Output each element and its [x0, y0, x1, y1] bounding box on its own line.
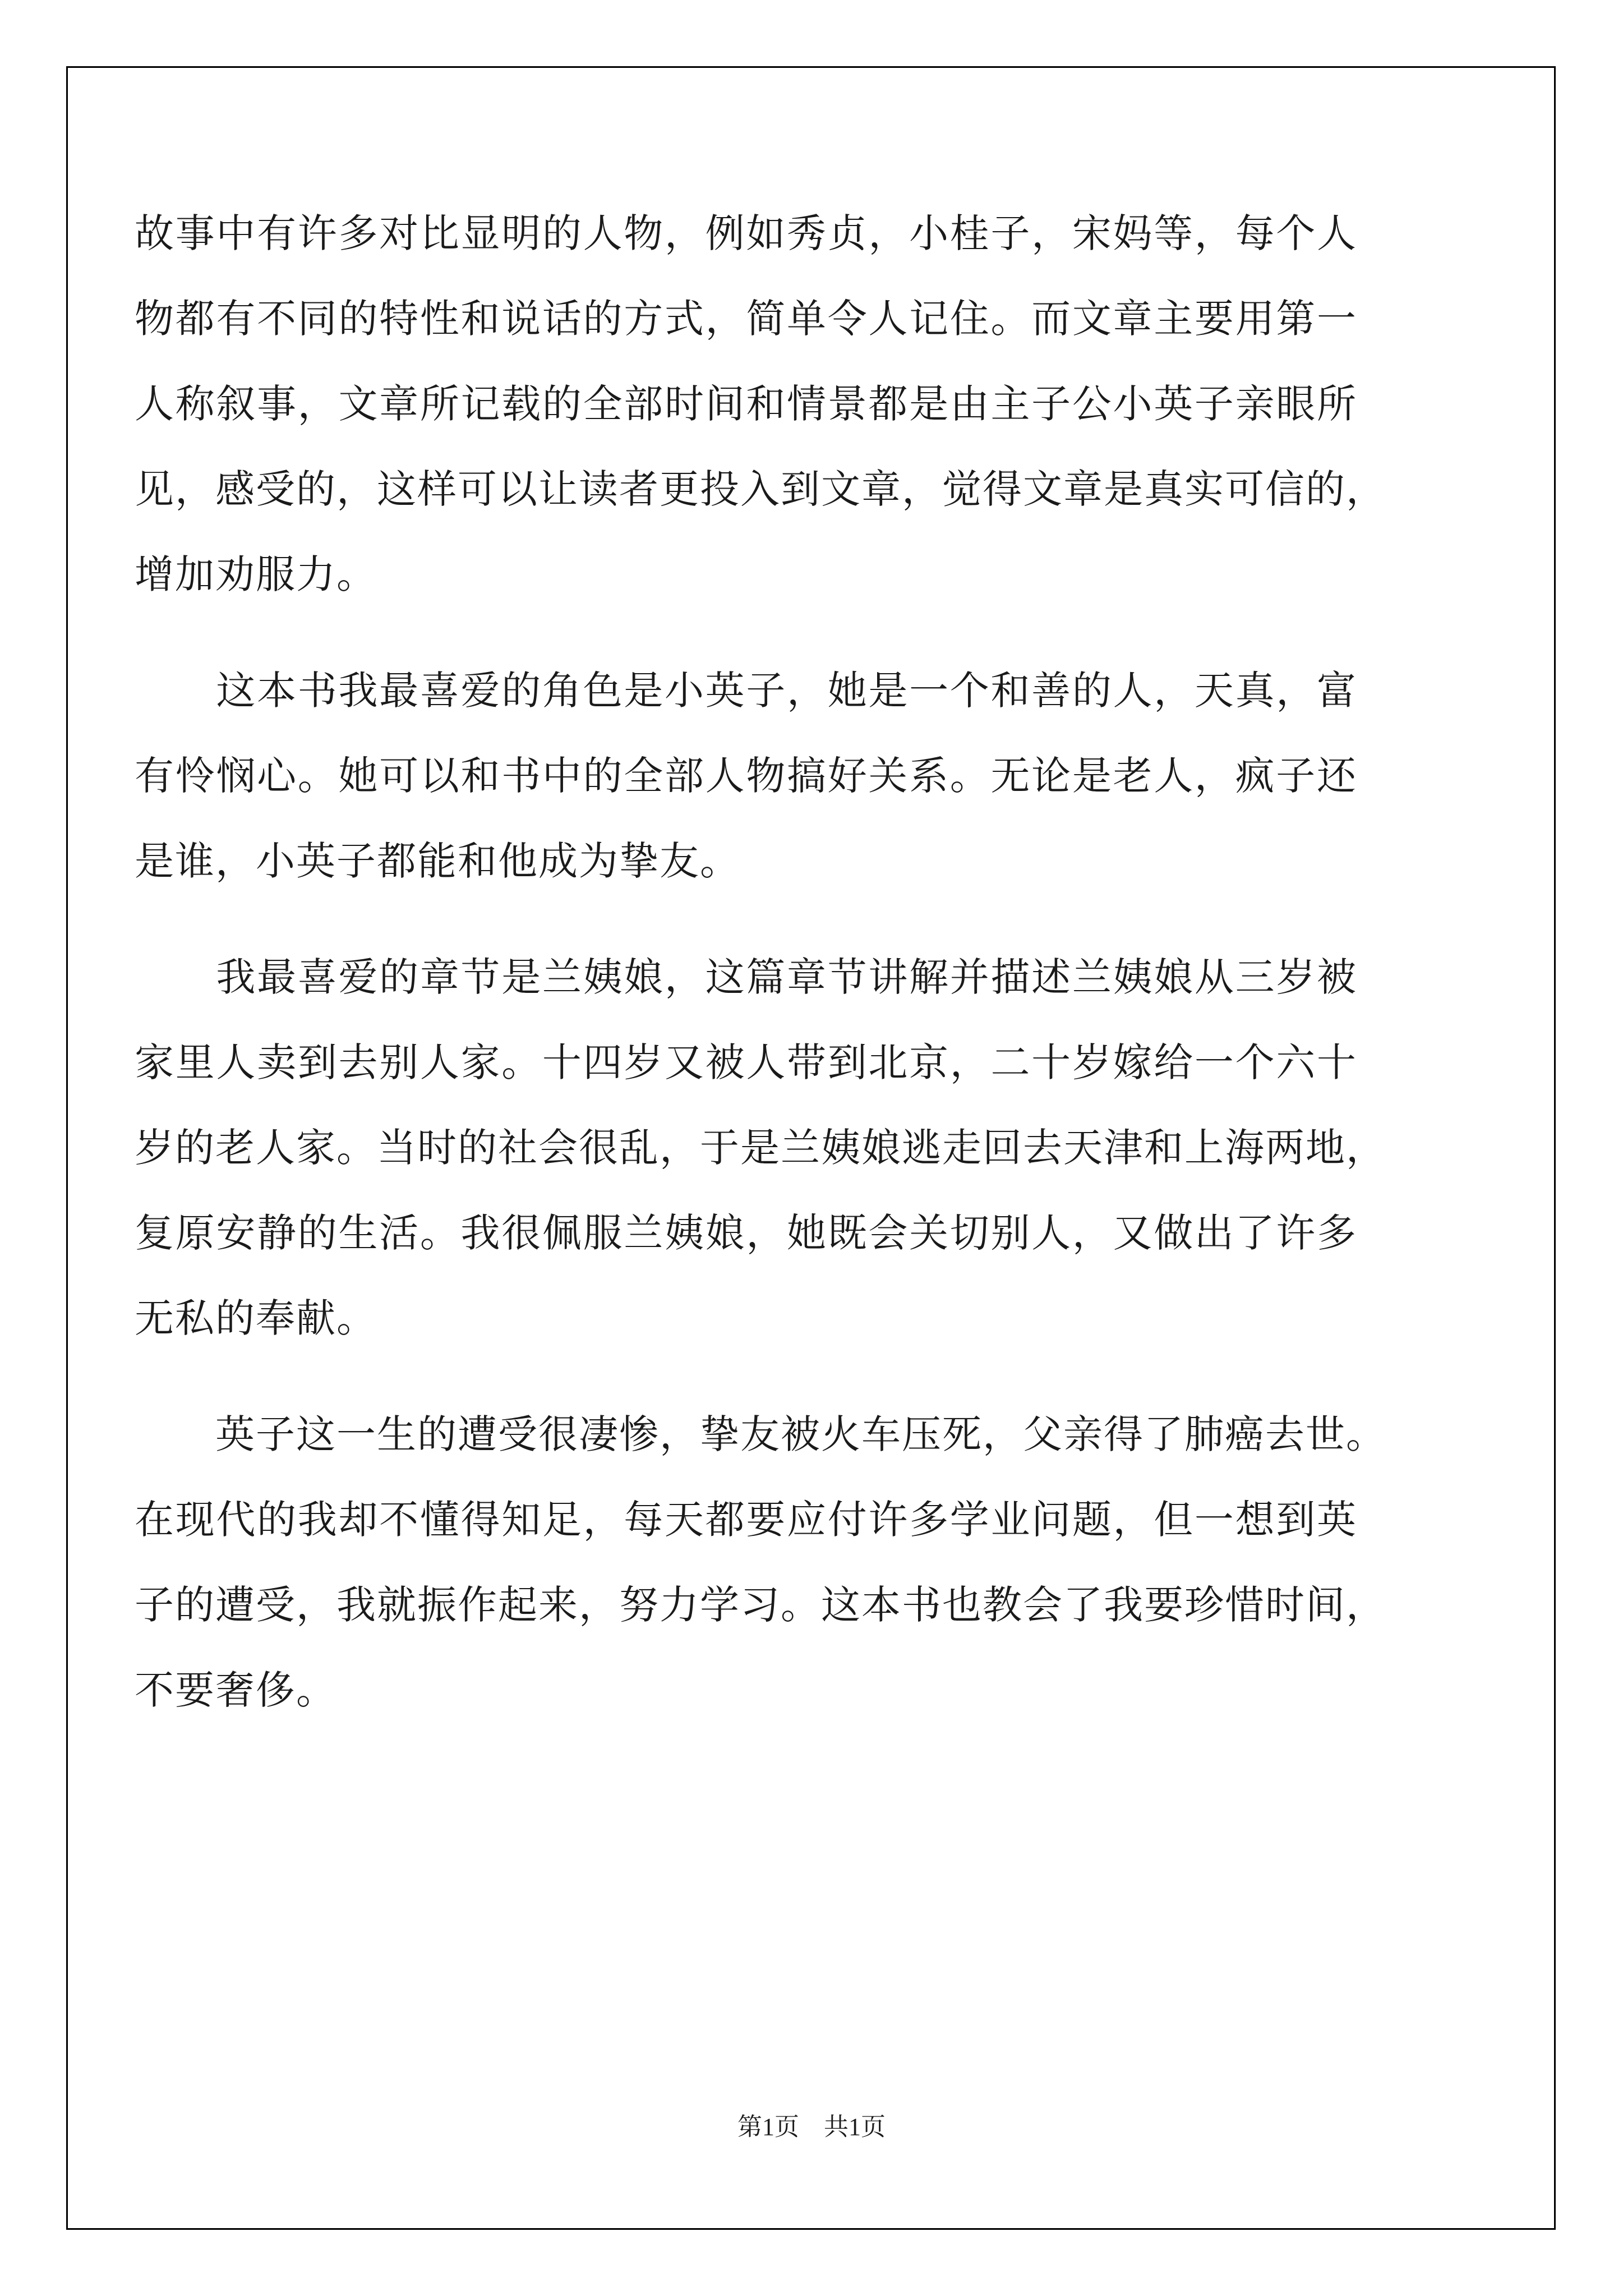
text-line: 故事中有许多对比显明的人物，例如秀贞，小桂子，宋妈等，每个人 — [135, 210, 1357, 256]
text-line: 物都有不同的特性和说话的方式，简单令人记住。而文章主要用第一 — [135, 296, 1357, 342]
paragraph-gap — [135, 617, 1357, 648]
text-line: 子的遭受，我就振作起来，努力学习。这本书也教会了我要珍惜时间， — [135, 1582, 1386, 1628]
text-line: 见，感受的，这样可以让读者更投入到文章，觉得文章是真实可信的， — [135, 466, 1386, 512]
text-line: 有怜悯心。她可以和书中的全部人物搞好关系。无论是老人，疯子还 — [135, 753, 1357, 799]
text-line: 这本书我最喜爱的角色是小英子，她是一个和善的人，天真，富 — [135, 668, 1357, 714]
text-line: 人称叙事，文章所记载的全部时间和情景都是由主子公小英子亲眼所 — [135, 381, 1357, 427]
text-line: 在现代的我却不懂得知足，每天都要应付许多学业问题，但一想到英 — [135, 1497, 1357, 1543]
text-line: 岁的老人家。当时的社会很乱，于是兰姨娘逃走回去天津和上海两地， — [135, 1125, 1386, 1171]
text-line: 无私的奉献。 — [135, 1295, 377, 1341]
text-line: 家里人卖到去别人家。十四岁又被人带到北京，二十岁嫁给一个六十 — [135, 1039, 1357, 1085]
paragraph-gap — [135, 1361, 1357, 1392]
text-line: 我最喜爱的章节是兰姨娘，这篇章节讲解并描述兰姨娘从三岁被 — [135, 954, 1357, 1000]
text-line: 英子这一生的遭受很凄惨，挚友被火车压死，父亲得了肺癌去世。 — [135, 1411, 1386, 1457]
text-line: 不要奢侈。 — [135, 1667, 336, 1713]
text-line: 复原安静的生活。我很佩服兰姨娘，她既会关切别人，又做出了许多 — [135, 1210, 1357, 1256]
document-body — [135, 191, 1386, 1733]
text-line: 增加劝服力。 — [135, 551, 377, 597]
text-line: 是谁，小英子都能和他成为挚友。 — [135, 838, 740, 884]
paragraph-gap — [135, 904, 1357, 935]
page-number-footer: 第1页 共1页 — [737, 2113, 886, 2141]
